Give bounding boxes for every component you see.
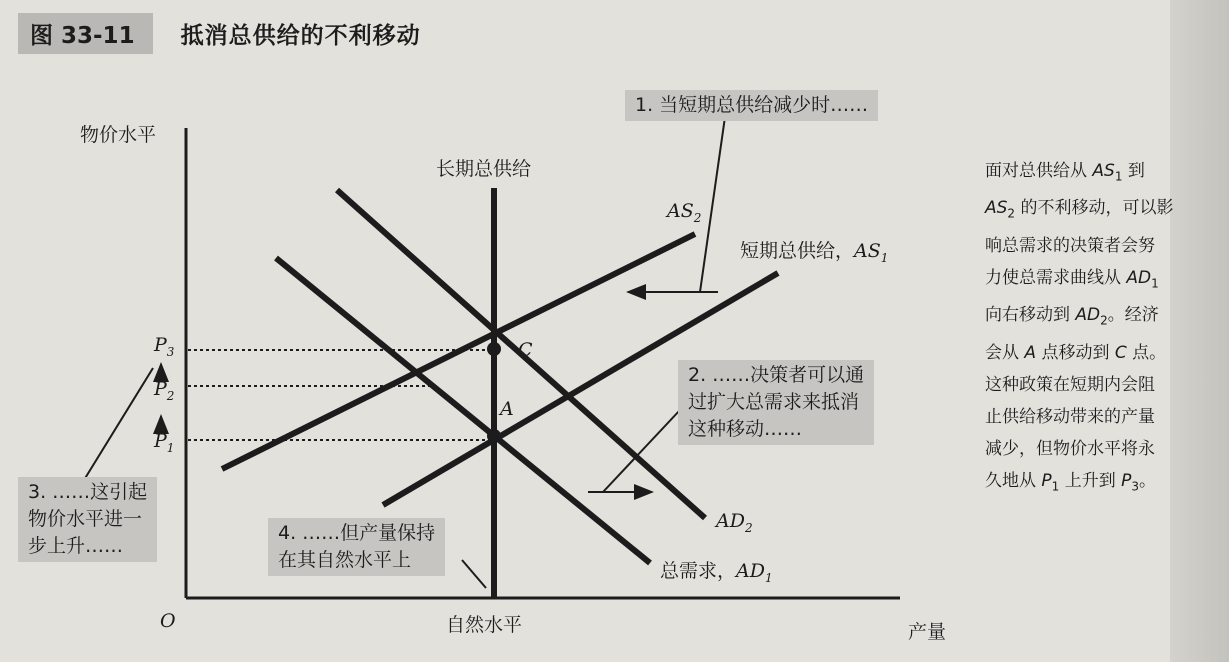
callout-step4-line: 4. ……但产量保持 bbox=[278, 522, 436, 544]
p2-sub: 2 bbox=[166, 388, 175, 403]
ad1-label bbox=[660, 556, 773, 585]
p1-sub: 1 bbox=[166, 440, 175, 455]
y-axis-label: 物价水平 bbox=[80, 124, 157, 146]
callout-step1-line: 1. 当短期总供给减少时…… bbox=[635, 94, 869, 116]
origin-label: O bbox=[160, 610, 176, 632]
ad2-sub: 2 bbox=[744, 520, 753, 535]
callout-step3-line: 步上升…… bbox=[28, 535, 124, 557]
p2-label bbox=[154, 378, 174, 403]
p3-sub: 3 bbox=[166, 344, 175, 359]
point-a-label: A bbox=[500, 398, 514, 420]
sidebar-line: 力使总需求曲线从 $AD_1$ bbox=[985, 267, 1159, 291]
ad1-symbol: AD bbox=[736, 560, 765, 582]
point-c bbox=[487, 342, 501, 356]
sidebar-line: $AS_2$ 的不利移动，可以影 bbox=[985, 198, 1174, 221]
callout-step4-line: 在其自然水平上 bbox=[278, 549, 412, 571]
sidebar-line: 向右移动到 $AD_2$。经济 bbox=[985, 305, 1159, 328]
callout-step4 bbox=[268, 518, 445, 576]
as1-symbol: AS bbox=[854, 240, 881, 262]
figure-title: 抵消总供给的不利移动 bbox=[180, 22, 421, 49]
x-axis-label: 产量 bbox=[908, 621, 947, 643]
sidebar-line: 久地从 $P_1$ 上升到 $P_3$。 bbox=[985, 470, 1157, 493]
callout-step2 bbox=[678, 360, 874, 445]
lras-label: 长期总供给 bbox=[436, 158, 532, 180]
callout-step2-line: 过扩大总需求来抵消 bbox=[688, 391, 860, 413]
sidebar-line: 减少，但物价水平将永 bbox=[985, 438, 1155, 459]
leader-step2 bbox=[603, 410, 680, 492]
as1-label bbox=[740, 236, 888, 265]
callout-step3-line: 3. ……这引起 bbox=[28, 481, 148, 503]
callout-step3 bbox=[18, 477, 157, 562]
callout-step2-line: 这种移动…… bbox=[688, 418, 803, 440]
sidebar-line: 响总需求的决策者会努 bbox=[985, 235, 1155, 256]
sidebar-line: 这种政策在短期内会阻 bbox=[985, 374, 1155, 395]
ad2-symbol: AD bbox=[716, 510, 745, 532]
as1-sub: 1 bbox=[880, 250, 889, 265]
p1-symbol: P bbox=[154, 430, 167, 452]
ad2-label bbox=[716, 510, 753, 535]
leader-step1 bbox=[700, 117, 725, 292]
as2-sub: 2 bbox=[693, 210, 702, 225]
callout-step1 bbox=[625, 90, 878, 121]
p2-symbol: P bbox=[154, 378, 167, 400]
as1-prefix: 短期总供给， bbox=[740, 240, 855, 262]
point-c-label: C bbox=[518, 339, 533, 361]
figure-number: 图 33-11 bbox=[18, 13, 153, 54]
as2-label bbox=[667, 200, 701, 225]
p1-label bbox=[154, 430, 174, 455]
leader-step4 bbox=[462, 560, 486, 588]
sidebar-caption bbox=[985, 155, 1210, 502]
callout-step3-line: 物价水平进一 bbox=[28, 508, 143, 530]
ad1-prefix: 总需求， bbox=[660, 560, 737, 582]
ad1-sub: 1 bbox=[764, 570, 773, 585]
p3-symbol: P bbox=[154, 334, 167, 356]
point-a bbox=[487, 429, 501, 443]
as2-symbol: AS bbox=[667, 200, 694, 222]
sidebar-line: 会从 A 点移动到 C 点。 bbox=[985, 342, 1167, 363]
p3-label bbox=[154, 334, 174, 359]
sidebar-line: 止供给移动带来的产量 bbox=[985, 406, 1155, 427]
callout-step2-line: 2. ……决策者可以通 bbox=[688, 364, 865, 386]
leader-step3 bbox=[84, 368, 153, 480]
sidebar-line: 面对总供给从 $AS_1$ 到 bbox=[985, 161, 1145, 184]
natural-level-label: 自然水平 bbox=[446, 614, 523, 636]
